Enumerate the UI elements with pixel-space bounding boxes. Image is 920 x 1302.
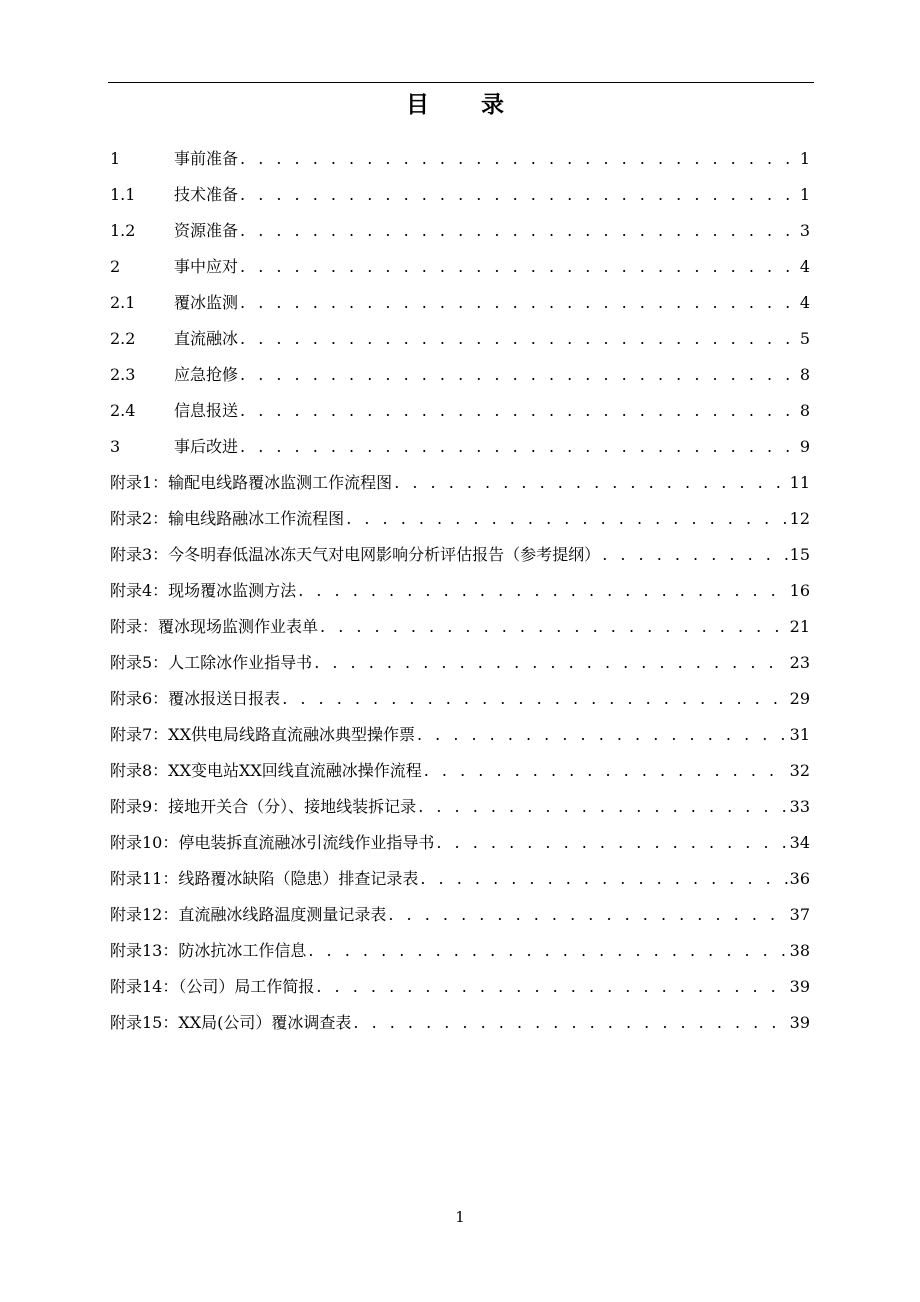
toc-entry[interactable] bbox=[110, 889, 810, 925]
toc-dot-leader bbox=[314, 653, 787, 673]
toc-dot-leader bbox=[316, 977, 787, 997]
toc-entry-number: 2 bbox=[110, 257, 121, 276]
toc-entry-page: 33 bbox=[789, 797, 810, 816]
toc-dot-leader bbox=[602, 545, 787, 565]
toc-dot-leader bbox=[388, 905, 787, 925]
toc-entry-page: 31 bbox=[789, 725, 810, 744]
toc-entry-page: 39 bbox=[789, 1013, 810, 1032]
toc-entry-label: 附录10：停电装拆直流融冰引流线作业指导书 bbox=[110, 833, 435, 852]
toc-entry[interactable] bbox=[110, 745, 810, 781]
toc-entry-page: 34 bbox=[789, 833, 810, 852]
toc-entry[interactable] bbox=[110, 385, 810, 421]
toc-entry[interactable] bbox=[110, 529, 810, 565]
toc-entry-page: 11 bbox=[789, 473, 810, 492]
toc-entry[interactable] bbox=[110, 421, 810, 457]
toc-entry[interactable] bbox=[110, 637, 810, 673]
toc-entry-label: 事中应对 bbox=[174, 257, 239, 276]
toc-entry[interactable] bbox=[110, 601, 810, 637]
toc-dot-leader bbox=[418, 797, 787, 817]
toc-entry[interactable] bbox=[110, 169, 810, 205]
toc-entry-label: 附录2：输电线路融冰工作流程图 bbox=[110, 509, 345, 528]
toc-entry[interactable] bbox=[110, 133, 810, 169]
toc-dot-leader bbox=[394, 473, 787, 493]
toc-entry-page: 36 bbox=[789, 869, 810, 888]
toc-entry-page: 16 bbox=[789, 581, 810, 600]
toc-entry-number: 2.4 bbox=[110, 401, 136, 420]
toc-entry-page: 12 bbox=[789, 509, 810, 528]
toc-dot-leader bbox=[240, 221, 796, 241]
toc-dot-leader bbox=[240, 365, 796, 385]
toc-dot-leader bbox=[240, 185, 796, 205]
toc-dot-leader bbox=[240, 401, 796, 421]
toc-dot-leader bbox=[417, 725, 788, 745]
toc-entry-page: 37 bbox=[789, 905, 810, 924]
toc-entry-label: 附录12：直流融冰线路温度测量记录表 bbox=[110, 905, 387, 924]
toc-entry-page: 23 bbox=[789, 653, 810, 672]
toc-entry-number: 1 bbox=[110, 149, 121, 168]
toc-entry[interactable] bbox=[110, 457, 810, 493]
toc-entry-label: 资源准备 bbox=[174, 221, 239, 240]
toc-entry[interactable] bbox=[110, 709, 810, 745]
toc-entry[interactable] bbox=[110, 961, 810, 997]
toc-entry[interactable] bbox=[110, 493, 810, 529]
toc-entry[interactable] bbox=[110, 565, 810, 601]
toc-entry-label: 覆冰监测 bbox=[174, 293, 239, 312]
toc-entry-page: 8 bbox=[799, 365, 810, 384]
toc-entry[interactable] bbox=[110, 817, 810, 853]
toc-entry[interactable] bbox=[110, 349, 810, 385]
toc-entry-number: 1.1 bbox=[110, 185, 136, 204]
toc-title: 目 录 bbox=[405, 92, 526, 118]
toc-entry-label: 附录3：今冬明春低温冰冻天气对电网影响分析评估报告（参考提纲） bbox=[110, 545, 601, 564]
toc-entry-label: 信息报送 bbox=[174, 401, 239, 420]
toc-dot-leader bbox=[308, 941, 787, 961]
toc-entry-label: 附录6：覆冰报送日报表 bbox=[110, 689, 281, 708]
toc-entry-page: 1 bbox=[799, 149, 810, 168]
toc-entry[interactable] bbox=[110, 997, 810, 1033]
toc-dot-leader bbox=[240, 293, 796, 313]
toc-entry-label: 事前准备 bbox=[174, 149, 239, 168]
toc-dot-leader bbox=[240, 257, 796, 277]
toc-dot-leader bbox=[424, 761, 788, 781]
toc-entry-number: 2.3 bbox=[110, 365, 136, 384]
toc-dot-leader bbox=[353, 1013, 787, 1033]
toc-entry-page: 32 bbox=[789, 761, 810, 780]
toc-dot-leader bbox=[346, 509, 787, 529]
toc-entry-label: 直流融冰 bbox=[174, 329, 239, 348]
toc-entry-page: 1 bbox=[799, 185, 810, 204]
toc-entry-number: 2.1 bbox=[110, 293, 136, 312]
toc-entry-page: 5 bbox=[799, 329, 810, 348]
toc-entry-page: 9 bbox=[799, 437, 810, 456]
toc-entry-page: 38 bbox=[789, 941, 810, 960]
toc-entry-label: 技术准备 bbox=[174, 185, 239, 204]
toc-entry-label: 应急抢修 bbox=[174, 365, 239, 384]
toc-entry-page: 15 bbox=[789, 545, 810, 564]
toc-entry-label: 附录5：人工除冰作业指导书 bbox=[110, 653, 313, 672]
toc-dot-leader bbox=[240, 437, 796, 457]
toc-entry-label: 附录11：线路覆冰缺陷（隐患）排查记录表 bbox=[110, 869, 419, 888]
toc-entry[interactable] bbox=[110, 241, 810, 277]
page-number: 1 bbox=[455, 1208, 465, 1226]
toc-entry-page: 4 bbox=[799, 257, 810, 276]
toc-entry[interactable] bbox=[110, 925, 810, 961]
toc-entry-label: 附录13：防冰抗冰工作信息 bbox=[110, 941, 307, 960]
toc-dot-leader bbox=[298, 581, 787, 601]
toc-entry[interactable] bbox=[110, 781, 810, 817]
toc-entry[interactable] bbox=[110, 673, 810, 709]
toc-entry-label: 事后改进 bbox=[174, 437, 239, 456]
toc-entry-label: 附录8：XX变电站XX回线直流融冰操作流程 bbox=[110, 761, 422, 780]
toc-entry-label: 附录9：接地开关合（分）、接地线装拆记录 bbox=[110, 797, 417, 816]
toc-entry-page: 21 bbox=[789, 617, 810, 636]
toc-entry-page: 29 bbox=[789, 689, 810, 708]
toc-dot-leader bbox=[436, 833, 787, 853]
toc-entry-label: 附录7：XX供电局线路直流融冰典型操作票 bbox=[110, 725, 415, 744]
toc-entry-number: 3 bbox=[110, 437, 121, 456]
toc-entry[interactable] bbox=[110, 313, 810, 349]
toc-dot-leader bbox=[240, 149, 796, 169]
table-of-contents bbox=[110, 133, 810, 1033]
toc-entry[interactable] bbox=[110, 277, 810, 313]
toc-entry-label: 附录14：（公司）局工作简报 bbox=[110, 977, 315, 996]
toc-dot-leader bbox=[282, 689, 787, 709]
toc-entry[interactable] bbox=[110, 205, 810, 241]
toc-entry-page: 4 bbox=[799, 293, 810, 312]
toc-entry-label: 附录1：输配电线路覆冰监测工作流程图 bbox=[110, 473, 393, 492]
toc-entry[interactable] bbox=[110, 853, 810, 889]
toc-entry-page: 8 bbox=[799, 401, 810, 420]
toc-dot-leader bbox=[320, 617, 788, 637]
toc-entry-number: 2.2 bbox=[110, 329, 136, 348]
toc-entry-label: 附录4：现场覆冰监测方法 bbox=[110, 581, 297, 600]
header-rule bbox=[108, 82, 814, 83]
toc-entry-number: 1.2 bbox=[110, 221, 136, 240]
toc-dot-leader bbox=[420, 869, 787, 889]
toc-entry-page: 3 bbox=[799, 221, 810, 240]
toc-dot-leader bbox=[240, 329, 796, 349]
toc-entry-page: 39 bbox=[789, 977, 810, 996]
toc-entry-label: 附录：覆冰现场监测作业表单 bbox=[110, 617, 319, 636]
toc-entry-label: 附录15：XX局(公司）覆冰调查表 bbox=[110, 1013, 352, 1032]
